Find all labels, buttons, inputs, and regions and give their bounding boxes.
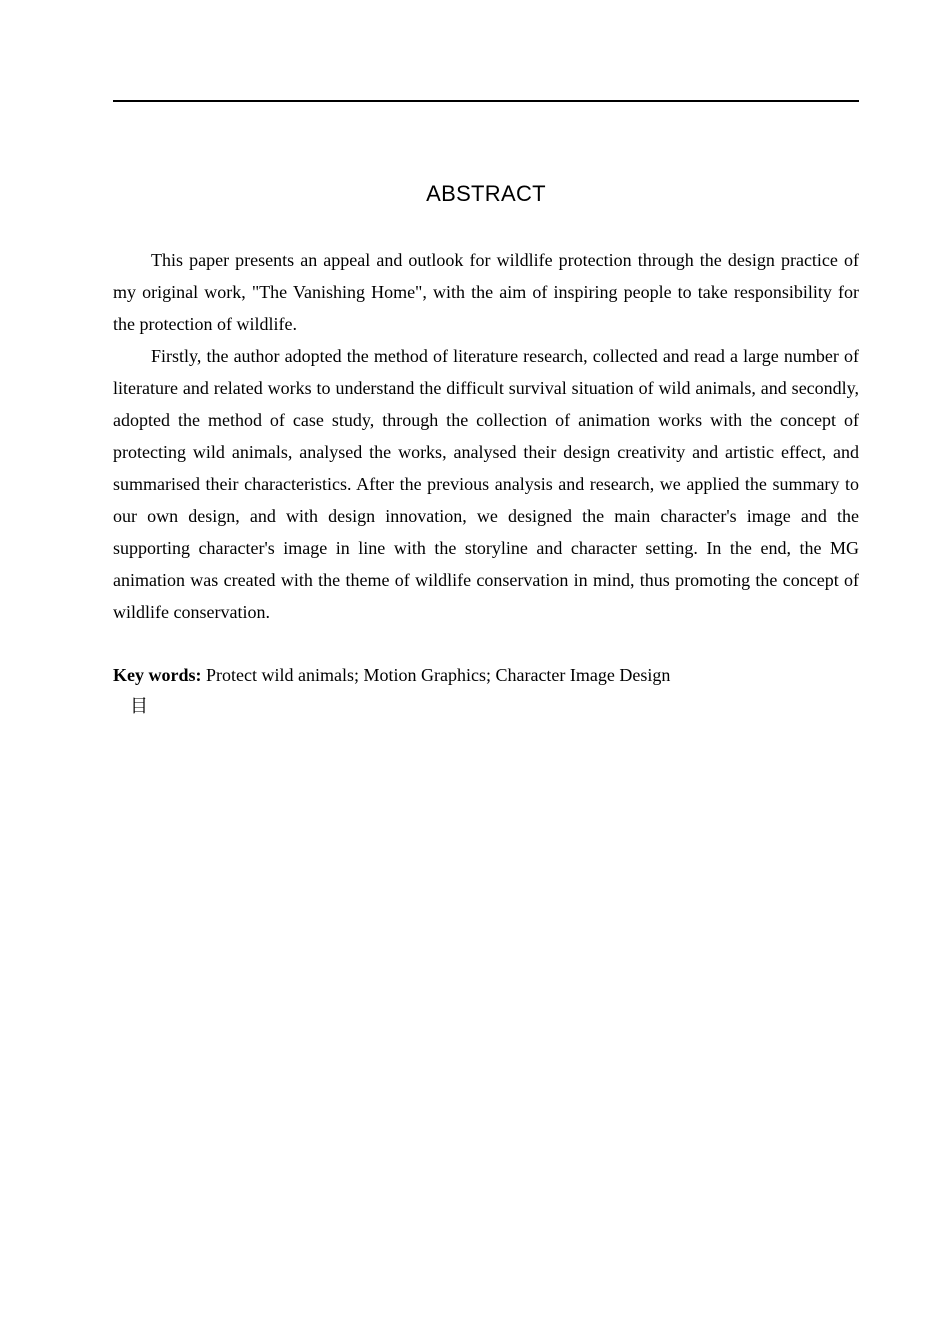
keywords-label: Key words:: [113, 665, 202, 685]
abstract-paragraph-1: This paper presents an appeal and outlook for wildlife protection through the design practice of my original work, "The Vanishing Home", with the aim of inspiring people to take responsibility for the protection of wildlife.: [113, 250, 859, 334]
keywords-line: [113, 659, 859, 691]
header-rule: [113, 100, 859, 102]
abstract-title: ABSTRACT: [426, 181, 546, 206]
abstract-body: [113, 244, 859, 628]
toc-heading-fragment: 目: [130, 696, 148, 717]
abstract-paragraph-2: Firstly, the author adopted the method of literature research, collected and read a large number of literature and related works to understand the difficult survival situation of wild animals, and secondly, adopted the method of case study, through the collection of animation works with the concept of protecting wild animals, analysed the works, analysed their design creativity and artistic effect, and summarised their characteristics. After the previous analysis and research, we applied the summary to our own design, and with design innovation, we designed the main character's image and the supporting character's image in line with the storyline and character setting. In the end, the MG animation was created with the theme of wildlife conservation in mind, thus promoting the concept of wildlife conservation.: [113, 346, 859, 622]
keywords-value: Protect wild animals; Motion Graphics; Character Image Design: [206, 665, 671, 685]
